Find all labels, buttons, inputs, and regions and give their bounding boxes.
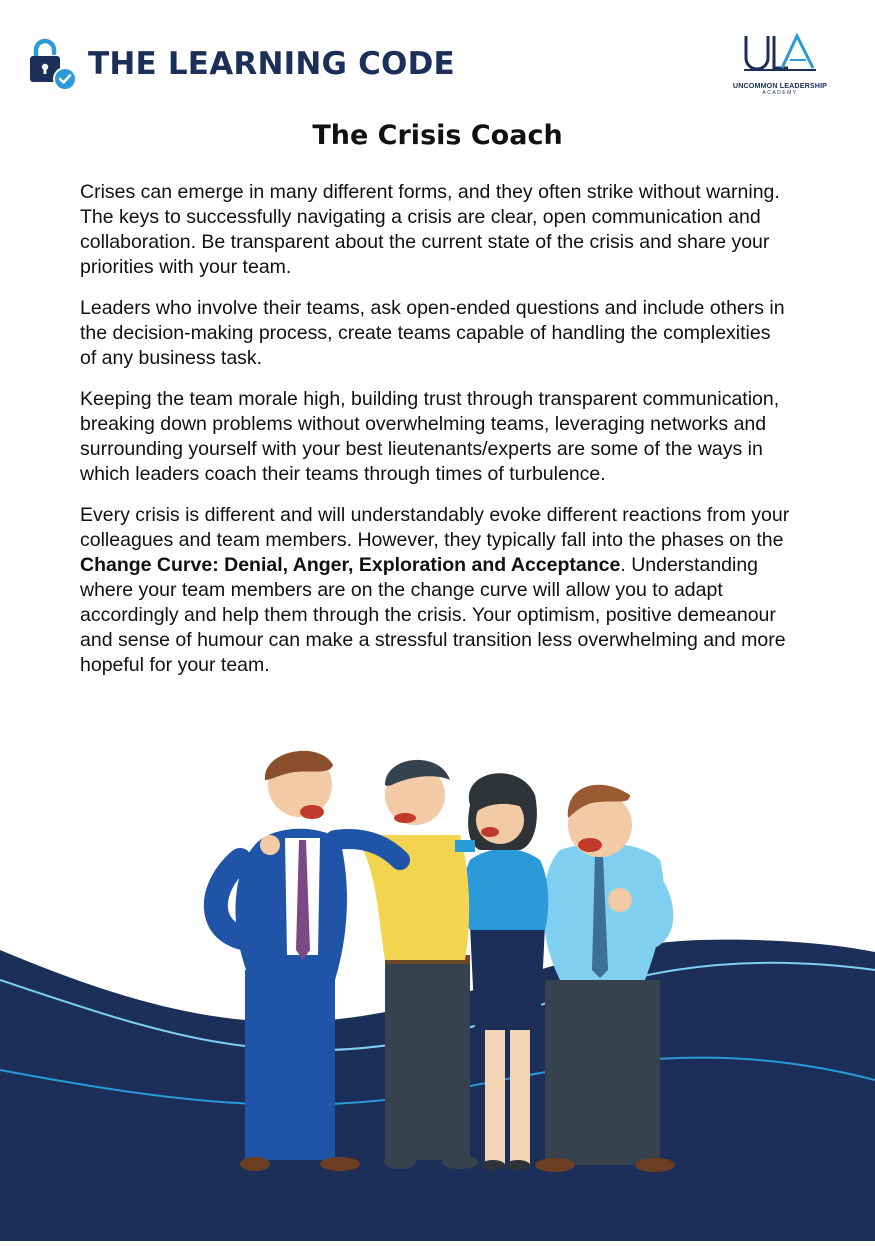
team-illustration: [0, 740, 875, 1241]
article-body: [80, 180, 792, 694]
padlock-check-icon: [28, 36, 80, 92]
ula-logo: [730, 30, 830, 96]
paragraph-2: Leaders who involve their teams, ask open-ended questions and include others in the decision-making process, create teams capable of handling the complexities of any business task.: [80, 297, 785, 369]
page-title: The Crisis Coach: [312, 120, 563, 151]
page-header: [0, 0, 875, 110]
paragraph-1: Crises can emerge in many different forms, and they often strike without warning. The keys to successfully navigating a crisis are clear, open communication and collaboration. Be transparent about the current state of the crisis and share your priorities with your team.: [80, 181, 780, 278]
ula-logo-mark: [730, 30, 830, 76]
brand: [28, 34, 455, 94]
paragraph-3: Keeping the team morale high, building trust through transparent communication, breaking down problems without overwhelming teams, leveraging networks and surrounding yourself with your best lieutenants/experts are some of the ways in which leaders coach their teams through times of turbulence.: [80, 388, 780, 485]
paragraph-4-text-b: . Understanding where your team members are on the change curve will allow you to adapt accordingly and help them through the crisis. Your optimism, positive demeanour and sense of humour can make a stressful transition less overwhelming and more hopeful for your team.: [80, 554, 786, 676]
logo-subtitle: ACADEMY: [762, 90, 798, 96]
logo-name: UNCOMMON LEADERSHIP: [732, 81, 828, 90]
brand-title: THE LEARNING CODE: [88, 46, 455, 82]
change-curve-phases: Change Curve: Denial, Anger, Exploration and Acceptance: [80, 554, 621, 576]
paragraph-4-text-a: Every crisis is different and will understandably evoke different reactions from your colleagues and team members. However, they typically fall into the phases on the: [80, 504, 790, 551]
paragraph-4: [80, 503, 792, 678]
